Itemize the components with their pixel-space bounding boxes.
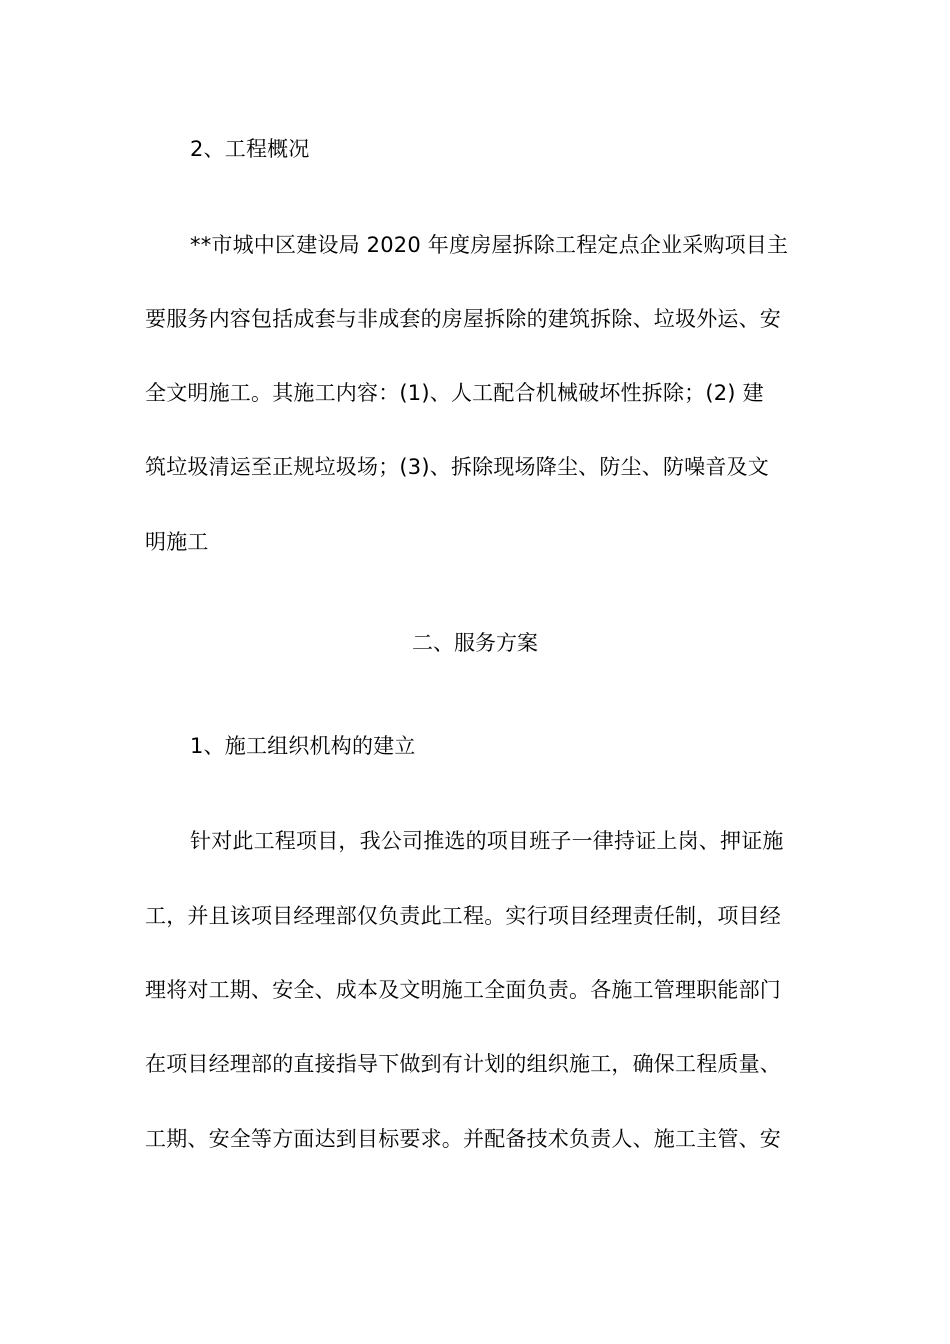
paragraph-line: 全文明施工。其施工内容：(1)、人工配合机械破坏性拆除；(2) 建 bbox=[145, 381, 764, 405]
section-heading-project-overview: 2、工程概况 bbox=[190, 137, 310, 161]
paragraph-line: 针对此工程项目，我公司推选的项目班子一律持证上岗、押证施 bbox=[190, 829, 784, 853]
section-heading-organization: 1、施工组织机构的建立 bbox=[190, 734, 416, 758]
paragraph-line: 在项目经理部的直接指导下做到有计划的组织施工，确保工程质量、 bbox=[145, 1052, 781, 1076]
paragraph-line: 明施工 bbox=[145, 530, 209, 554]
paragraph-line: 要服务内容包括成套与非成套的房屋拆除的建筑拆除、垃圾外运、安 bbox=[145, 307, 781, 331]
paragraph-line: **市城中区建设局 2020 年度房屋拆除工程定点企业采购项目主 bbox=[190, 233, 789, 257]
section-heading-service-plan: 二、服务方案 bbox=[412, 631, 538, 655]
paragraph-line: 筑垃圾清运至正规垃圾场；(3)、拆除现场降尘、防尘、防噪音及文 bbox=[145, 455, 769, 479]
paragraph-line: 理将对工期、安全、成本及文明施工全面负责。各施工管理职能部门 bbox=[145, 978, 781, 1002]
paragraph-line: 工期、安全等方面达到目标要求。并配备技术负责人、施工主管、安 bbox=[145, 1127, 781, 1151]
paragraph-line: 工，并且该项目经理部仅负责此工程。实行项目经理责任制，项目经 bbox=[145, 904, 781, 928]
